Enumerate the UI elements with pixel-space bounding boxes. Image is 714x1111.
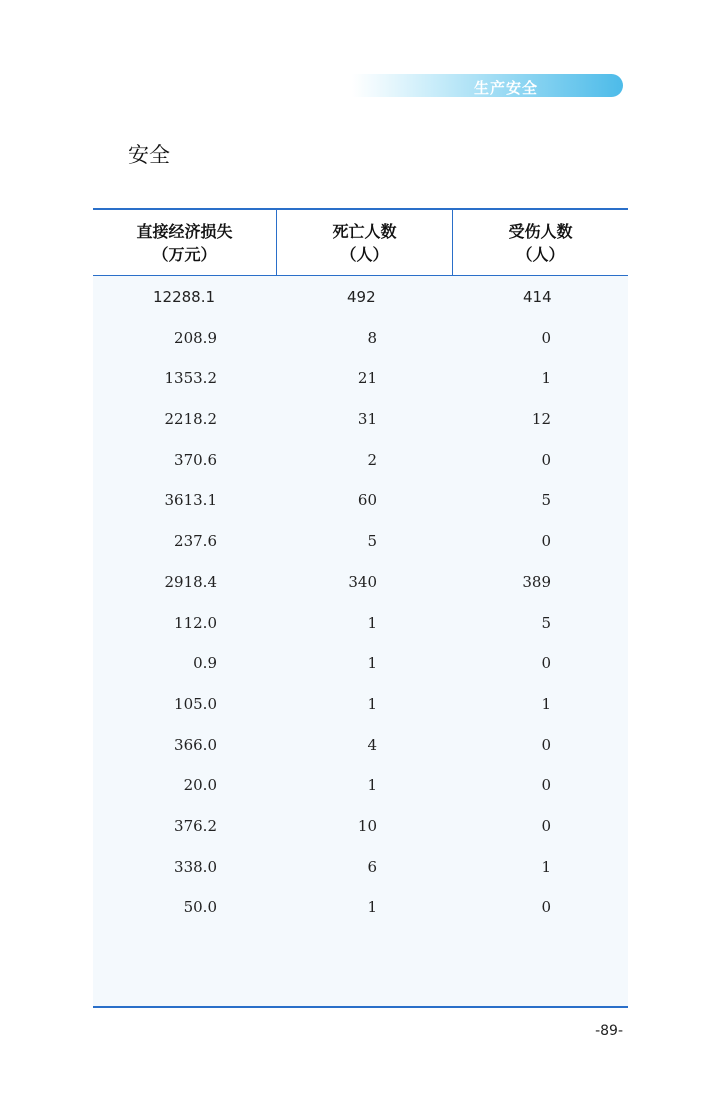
table-row <box>93 602 628 643</box>
header-unit: （万元） <box>152 244 217 264</box>
page-number: -89- <box>595 1023 623 1039</box>
table-row <box>93 357 628 398</box>
section-banner-label: 生产安全 <box>474 79 539 97</box>
header-label: 受伤人数 <box>508 221 573 241</box>
cell-injuries: 0 <box>541 532 551 551</box>
cell-injuries: 5 <box>541 491 551 510</box>
cell-injuries: 12 <box>531 410 551 429</box>
cell-economic-loss: 105.0 <box>174 694 217 713</box>
cell-deaths: 2 <box>367 450 377 469</box>
table-row <box>93 520 628 561</box>
table-row <box>93 439 628 480</box>
header-economic-loss <box>93 210 276 275</box>
cell-deaths: 31 <box>357 410 377 429</box>
cell-deaths: 60 <box>357 491 377 510</box>
page-title: 安全 <box>128 143 170 167</box>
cell-injuries: 0 <box>541 816 551 835</box>
table-row <box>93 764 628 805</box>
cell-injuries: 1 <box>541 694 551 713</box>
cell-economic-loss: 370.6 <box>174 450 217 469</box>
table-row <box>93 479 628 520</box>
cell-economic-loss: 366.0 <box>174 735 217 754</box>
table-row <box>93 317 628 358</box>
header-deaths <box>276 210 452 275</box>
table-row <box>93 276 628 317</box>
cell-economic-loss: 3613.1 <box>164 491 217 510</box>
table-row <box>93 683 628 724</box>
cell-injuries: 0 <box>541 328 551 347</box>
cell-injuries: 5 <box>541 613 551 632</box>
cell-deaths: 8 <box>367 328 377 347</box>
cell-economic-loss: 112.0 <box>174 613 217 632</box>
header-label: 直接经济损失 <box>136 221 233 241</box>
table-row <box>93 886 628 927</box>
cell-injuries: 0 <box>541 776 551 795</box>
cell-injuries: 0 <box>541 735 551 754</box>
cell-injuries: 389 <box>522 572 551 591</box>
cell-deaths: 1 <box>367 654 377 673</box>
cell-economic-loss: 0.9 <box>193 654 217 673</box>
cell-deaths: 1 <box>367 694 377 713</box>
cell-injuries: 0 <box>541 898 551 917</box>
header-unit: （人） <box>516 244 565 264</box>
cell-deaths: 6 <box>367 857 377 876</box>
header-injuries <box>452 210 628 275</box>
table-row <box>93 846 628 887</box>
cell-economic-loss: 2218.2 <box>164 410 217 429</box>
table-body <box>93 276 628 927</box>
cell-economic-loss: 208.9 <box>174 328 217 347</box>
cell-injuries: 0 <box>541 654 551 673</box>
cell-deaths: 4 <box>367 735 377 754</box>
data-table <box>93 208 628 1008</box>
table-header <box>93 208 628 276</box>
cell-economic-loss: 12288.1 <box>153 288 216 306</box>
cell-injuries: 0 <box>541 450 551 469</box>
cell-economic-loss: 50.0 <box>183 898 217 917</box>
cell-economic-loss: 338.0 <box>174 857 217 876</box>
cell-injuries: 1 <box>541 369 551 388</box>
cell-deaths: 5 <box>367 532 377 551</box>
table-row <box>93 642 628 683</box>
cell-deaths: 1 <box>367 898 377 917</box>
header-unit: （人） <box>340 244 389 264</box>
cell-injuries: 1 <box>541 857 551 876</box>
cell-economic-loss: 1353.2 <box>164 369 217 388</box>
cell-deaths: 1 <box>367 776 377 795</box>
cell-deaths: 340 <box>348 572 377 591</box>
cell-economic-loss: 20.0 <box>183 776 217 795</box>
cell-injuries: 414 <box>523 288 552 306</box>
header-label: 死亡人数 <box>332 221 397 241</box>
cell-economic-loss: 2918.4 <box>164 572 217 591</box>
bottom-rule <box>93 1006 628 1008</box>
cell-deaths: 492 <box>347 288 376 306</box>
table-row <box>93 724 628 765</box>
cell-economic-loss: 237.6 <box>174 532 217 551</box>
cell-deaths: 10 <box>357 816 377 835</box>
cell-deaths: 21 <box>357 369 377 388</box>
cell-economic-loss: 376.2 <box>174 816 217 835</box>
table-row <box>93 398 628 439</box>
table-row <box>93 561 628 602</box>
table-row <box>93 805 628 846</box>
cell-deaths: 1 <box>367 613 377 632</box>
